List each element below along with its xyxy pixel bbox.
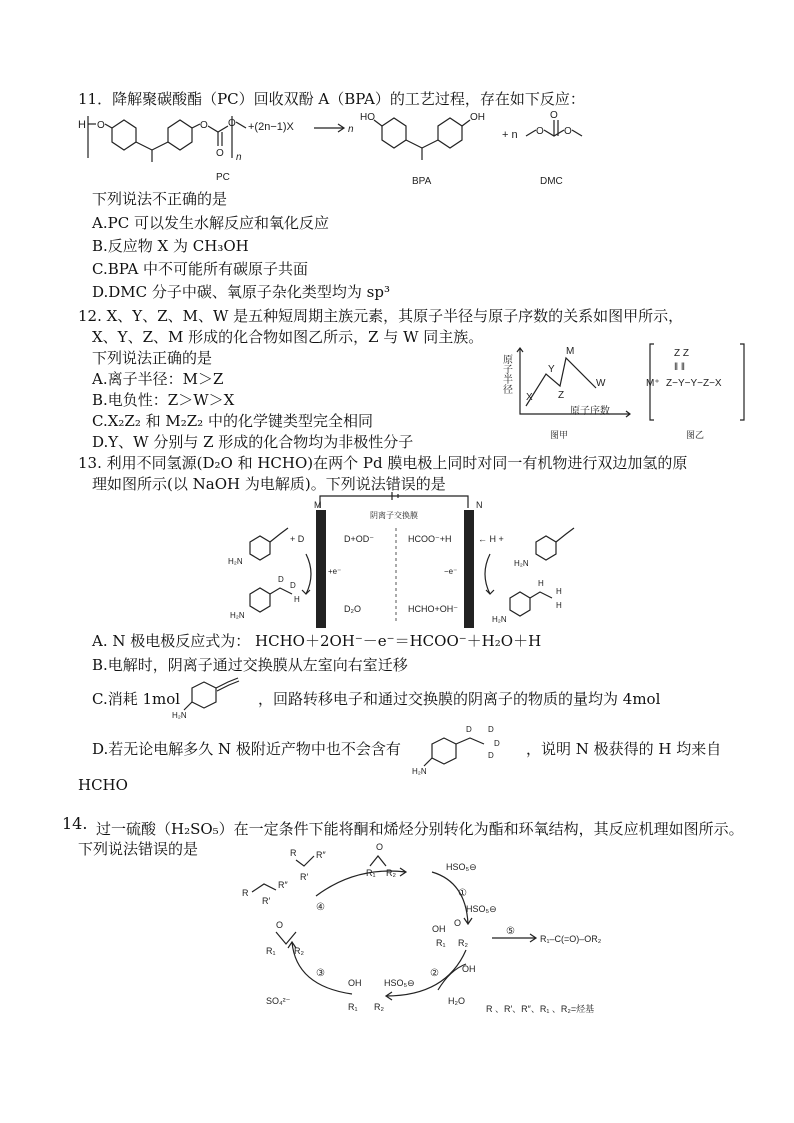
svg-text:R₁: R₁ bbox=[348, 1002, 358, 1012]
q13-option-d-pre: D.若无论电解多久 N 极附近产物中也不会含有 bbox=[92, 740, 401, 758]
svg-text:H₂O: H₂O bbox=[448, 996, 465, 1006]
bpa-benzene-1 bbox=[382, 118, 406, 148]
svg-text:R′: R′ bbox=[262, 896, 271, 906]
svg-text:M⁺: M⁺ bbox=[646, 378, 660, 389]
q12-stem-1: 12. X、Y、Z、M、W 是五种短周期主族元素，其原子半径与原子序数的关系如图甲所示， bbox=[78, 307, 684, 325]
svg-text:R₂: R₂ bbox=[294, 946, 304, 956]
svg-text:+ n: + n bbox=[502, 129, 518, 141]
q12-question: 下列说法正确的是 bbox=[92, 349, 213, 367]
svg-text:HSO₅⊖: HSO₅⊖ bbox=[466, 904, 497, 914]
svg-text:O: O bbox=[376, 842, 384, 852]
svg-text:O: O bbox=[454, 918, 462, 928]
svg-text:O: O bbox=[200, 120, 208, 131]
svg-text:H₂N: H₂N bbox=[230, 611, 245, 620]
q14-mechanism-diagram bbox=[236, 842, 666, 1022]
svg-text:OH: OH bbox=[470, 112, 485, 123]
svg-text:②: ② bbox=[430, 968, 439, 979]
svg-text:← H +: ← H + bbox=[478, 534, 504, 544]
q11-benzene-1 bbox=[112, 120, 136, 150]
svg-text:Z Z: Z Z bbox=[674, 348, 689, 359]
svg-text:R: R bbox=[242, 888, 249, 898]
q13-option-c-pre: C.消耗 1mol bbox=[92, 690, 181, 708]
svg-text:M: M bbox=[566, 346, 575, 357]
svg-text:H₂N: H₂N bbox=[172, 711, 187, 720]
svg-text:O: O bbox=[228, 118, 236, 129]
svg-text:H₂N: H₂N bbox=[228, 557, 243, 566]
svg-text:O: O bbox=[536, 126, 544, 137]
svg-text:O: O bbox=[97, 120, 105, 131]
q13-option-c-molecule bbox=[172, 676, 256, 720]
q13-stem-2: 理如图所示(以 NaOH 为电解质)。下列说法错误的是 bbox=[92, 475, 446, 493]
svg-text:图乙: 图乙 bbox=[686, 430, 705, 440]
svg-text:H₂N: H₂N bbox=[492, 615, 507, 624]
svg-text:D: D bbox=[488, 751, 494, 760]
svg-text:D: D bbox=[278, 575, 284, 584]
q11-h: H bbox=[78, 119, 86, 131]
svg-text:Y: Y bbox=[548, 364, 555, 375]
svg-text:D: D bbox=[466, 725, 472, 734]
q13-option-d-post: ，说明 N 极获得的 H 均来自 bbox=[526, 740, 722, 758]
svg-text:H: H bbox=[556, 601, 562, 610]
svg-text:R₂: R₂ bbox=[374, 1002, 384, 1012]
q12-figure-jia bbox=[500, 342, 640, 442]
svg-text:①: ① bbox=[458, 888, 467, 899]
q11-reagent: +(2n−1)X bbox=[248, 121, 294, 133]
label-dmc: DMC bbox=[540, 176, 563, 187]
svg-text:R₁–C(=O)–OR₂: R₁–C(=O)–OR₂ bbox=[540, 934, 602, 944]
svg-text:OH: OH bbox=[348, 978, 362, 988]
svg-text:+e⁻: +e⁻ bbox=[328, 567, 342, 576]
svg-text:R₁: R₁ bbox=[366, 868, 376, 878]
q11-question: 下列说法不正确的是 bbox=[92, 190, 228, 208]
svg-text:O: O bbox=[564, 126, 572, 137]
svg-text:原子半径: 原子半径 bbox=[500, 354, 512, 394]
q12-stem-2: X、Y、Z、M 形成的化合物如图乙所示，Z 与 W 同主族。 bbox=[92, 328, 484, 346]
svg-text:D+OD⁻: D+OD⁻ bbox=[344, 534, 375, 544]
svg-text:+ D: + D bbox=[290, 534, 305, 544]
svg-text:R₁: R₁ bbox=[266, 946, 276, 956]
q14-stem-2: 下列说法错误的是 bbox=[78, 840, 199, 858]
electrode-m bbox=[316, 510, 326, 628]
q12-option-c: C.X₂Z₂ 和 M₂Z₂ 中的化学键类型完全相同 bbox=[92, 412, 373, 430]
svg-text:H: H bbox=[556, 587, 562, 596]
svg-text:图甲: 图甲 bbox=[550, 430, 569, 440]
label-pc: PC bbox=[216, 172, 230, 183]
svg-text:HCHO+OH⁻: HCHO+OH⁻ bbox=[408, 604, 459, 614]
svg-text:R′: R′ bbox=[300, 872, 309, 882]
svg-text:n: n bbox=[348, 124, 354, 135]
q11-option-c: C.BPA 中不可能所有碳原子共面 bbox=[92, 260, 309, 278]
svg-text:W: W bbox=[596, 378, 606, 389]
q12-option-a: A.离子半径：M＞Z bbox=[92, 370, 224, 388]
q14-legend: R 、R′、R″、R₁ 、R₂=烃基 bbox=[486, 1004, 595, 1014]
svg-text:D: D bbox=[488, 725, 494, 734]
q14-stem-1: 过一硫酸（H₂SO₅）在一定条件下能将酮和烯烃分别转化为酯和环氧结构，其反应机理如图所示。 bbox=[96, 820, 744, 838]
q11-option-a: A.PC 可以发生水解反应和氧化反应 bbox=[92, 214, 329, 232]
svg-text:OH: OH bbox=[432, 924, 446, 934]
svg-text:R: R bbox=[290, 848, 297, 858]
q14-number: 14. bbox=[62, 814, 88, 833]
svg-text:H: H bbox=[294, 595, 300, 604]
q12-option-d: D.Y、W 分别与 Z 形成的化合物均为非极性分子 bbox=[92, 433, 414, 451]
svg-text:−e⁻: −e⁻ bbox=[444, 567, 458, 576]
svg-text:⑤: ⑤ bbox=[506, 926, 515, 937]
svg-text:④: ④ bbox=[316, 902, 325, 913]
svg-text:n: n bbox=[236, 152, 242, 163]
svg-text:‖ ‖: ‖ ‖ bbox=[674, 362, 686, 373]
q11-benzene-2 bbox=[168, 120, 192, 150]
svg-text:O: O bbox=[216, 148, 224, 159]
q12-figure-yi bbox=[648, 342, 748, 442]
svg-text:H₂N: H₂N bbox=[412, 767, 427, 776]
label-bpa: BPA bbox=[412, 176, 432, 187]
svg-text:N: N bbox=[476, 500, 483, 510]
q13-option-d-end: HCHO bbox=[78, 776, 128, 794]
svg-text:M: M bbox=[314, 500, 322, 510]
q13-option-a: A. N 极电极反应式为： HCHO＋2OH⁻－e⁻＝HCOO⁻＋H₂O＋H bbox=[92, 632, 542, 650]
svg-text:O: O bbox=[276, 920, 284, 930]
svg-text:HCOO⁻+H: HCOO⁻+H bbox=[408, 534, 452, 544]
svg-text:R″: R″ bbox=[316, 850, 326, 860]
q11-option-b: B.反应物 X 为 CH₃OH bbox=[92, 237, 249, 255]
svg-text:SO₄²⁻: SO₄²⁻ bbox=[266, 996, 291, 1006]
q12-option-b: B.电负性：Z＞W＞X bbox=[92, 391, 235, 409]
svg-text:R₁: R₁ bbox=[436, 938, 446, 948]
q13-option-b: B.电解时，阴离子通过交换膜从左室向右室迁移 bbox=[92, 656, 408, 674]
q11-option-d: D.DMC 分子中碳、氧原子杂化类型均为 sp³ bbox=[92, 283, 390, 301]
svg-text:D: D bbox=[290, 581, 296, 590]
svg-text:Z: Z bbox=[558, 390, 565, 401]
q13-electrolysis-diagram bbox=[220, 494, 590, 630]
q13-option-c-post: ，回路转移电子和通过交换膜的阴离子的物质的量均为 4mol bbox=[258, 690, 661, 708]
svg-text:HSO₅⊖: HSO₅⊖ bbox=[384, 978, 415, 988]
svg-text:HO: HO bbox=[360, 112, 375, 123]
svg-text:D₂O: D₂O bbox=[344, 604, 361, 614]
svg-text:原子序数: 原子序数 bbox=[570, 406, 610, 417]
svg-text:Z−Y−Y−Z−X: Z−Y−Y−Z−X bbox=[666, 378, 722, 389]
svg-text:H: H bbox=[538, 579, 544, 588]
svg-text:R₂: R₂ bbox=[458, 938, 468, 948]
q11-reaction-scheme bbox=[74, 108, 674, 186]
svg-text:③: ③ bbox=[316, 968, 325, 979]
svg-text:OH: OH bbox=[462, 964, 476, 974]
q13-option-d-molecule bbox=[412, 718, 522, 776]
q13-stem-1: 13. 利用不同氢源(D₂O 和 HCHO)在两个 Pd 膜电极上同时对同一有机物进行双边加氢的原 bbox=[78, 454, 688, 472]
svg-text:D: D bbox=[494, 739, 500, 748]
svg-text:R₂: R₂ bbox=[386, 868, 396, 878]
svg-text:R″: R″ bbox=[278, 880, 288, 890]
svg-text:X: X bbox=[526, 392, 533, 403]
bpa-benzene-2 bbox=[438, 118, 462, 148]
q11-stem: 11．降解聚碳酸酯（PC）回收双酚 A（BPA）的工艺过程，存在如下反应： bbox=[78, 90, 585, 108]
electrode-n bbox=[464, 510, 474, 628]
svg-text:O: O bbox=[550, 110, 558, 121]
membrane-label: 阴离子交换膜 bbox=[370, 511, 418, 520]
svg-text:HSO₅⊖: HSO₅⊖ bbox=[446, 862, 477, 872]
svg-text:H₂N: H₂N bbox=[514, 559, 529, 568]
